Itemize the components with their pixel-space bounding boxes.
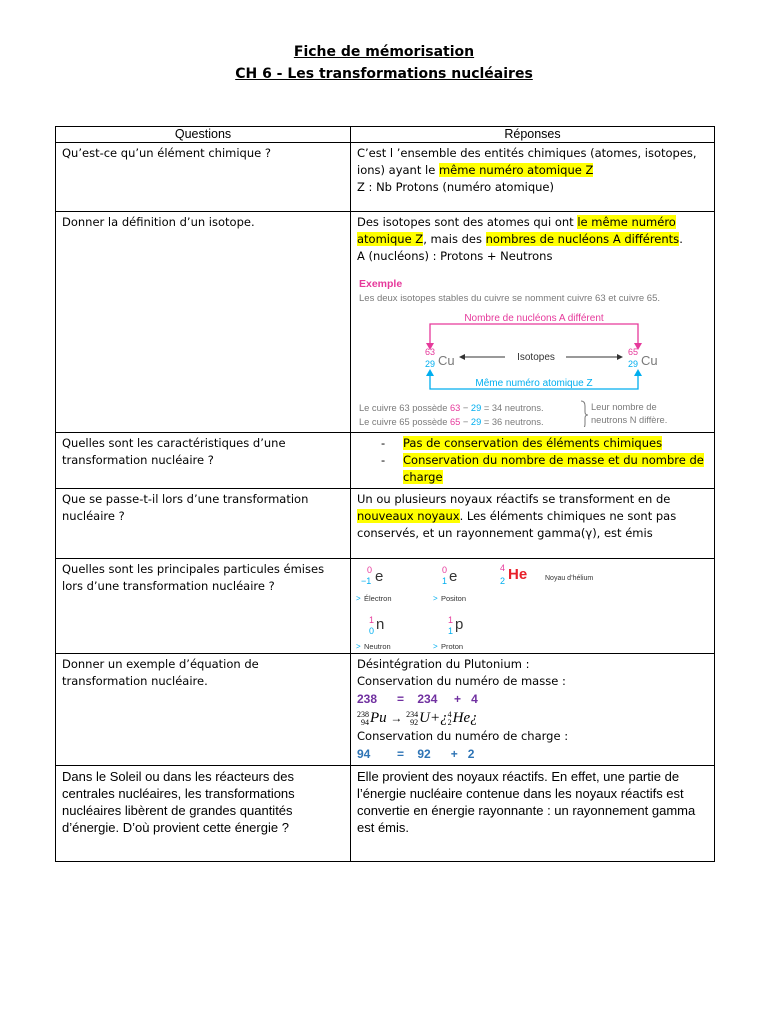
table-row bbox=[56, 212, 715, 433]
answer-text: Z : Nb Protons (numéro atomique) bbox=[357, 180, 554, 194]
question-text: Quelles sont les principales particules émises lors d’une transformation nucléaire ? bbox=[62, 562, 325, 593]
svg-text:1: 1 bbox=[442, 576, 448, 586]
table-row bbox=[56, 654, 715, 766]
example-heading: Exemple bbox=[359, 278, 403, 290]
column-header-reponses: Réponses bbox=[351, 127, 715, 143]
question-cell bbox=[56, 489, 351, 559]
question-text: Qu’est-ce qu’un élément chimique ? bbox=[62, 146, 271, 160]
table-row bbox=[56, 143, 715, 212]
characteristics-list bbox=[357, 435, 708, 486]
left-atomic-number: 29 bbox=[425, 359, 436, 369]
svg-text:>: > bbox=[433, 642, 438, 651]
answer-text: C’est l ’ensemble des entités chimiques (atomes, isotopes, ions) ayant le même numéro atomique Z bbox=[357, 146, 697, 177]
svg-text:p: p bbox=[455, 616, 464, 633]
svg-text:0: 0 bbox=[369, 626, 375, 636]
question-cell bbox=[56, 766, 351, 862]
left-symbol: Cu bbox=[438, 353, 455, 368]
nuclear-equation: 238 94Pu → 234 92U+¿4 2He¿ bbox=[357, 709, 478, 727]
answer-cell bbox=[351, 766, 715, 862]
question-cell bbox=[56, 433, 351, 489]
table-row bbox=[56, 433, 715, 489]
memorization-table bbox=[55, 126, 715, 862]
svg-text:Neutron: Neutron bbox=[364, 642, 391, 651]
answer-cell bbox=[351, 433, 715, 489]
arrowhead-left bbox=[459, 354, 465, 360]
isotope-example-figure bbox=[355, 277, 705, 427]
question-text: Donner un exemple d’équation de transformation nucléaire. bbox=[62, 657, 259, 688]
svg-text:Positon: Positon bbox=[441, 594, 467, 603]
svg-text:Noyau d’hélium: Noyau d’hélium bbox=[545, 575, 594, 582]
bottom-label: Même numéro atomique Z bbox=[475, 378, 593, 389]
particle-neutron bbox=[356, 615, 391, 651]
neutron-line-63: Le cuivre 63 possède 63 − 29 = 34 neutrons. bbox=[359, 403, 544, 413]
answer-text: Conservation du numéro de masse : bbox=[357, 674, 566, 688]
svg-text:0: 0 bbox=[442, 565, 448, 575]
svg-text:>: > bbox=[433, 594, 438, 603]
svg-text:>: > bbox=[356, 642, 361, 651]
mass-conservation-equation: 238 = 234 + 4 bbox=[357, 692, 478, 706]
answer-text: Un ou plusieurs noyaux réactifs se transforment en de nouveaux noyaux. Les éléments chimiques ne sont pas conservés, et un rayonnement gamma(γ), est émis bbox=[357, 492, 677, 540]
answer-text: A (nucléons) : Protons + Neutrons bbox=[357, 249, 553, 263]
answer-cell bbox=[351, 654, 715, 766]
answer-text: Des isotopes sont des atomes qui ont le même numéro atomique Z, mais des nombres de nucléons A différents. bbox=[357, 215, 683, 246]
charge-conservation-equation: 94 = 92 + 2 bbox=[357, 747, 475, 761]
question-text: Quelles sont les caractéristiques d’une transformation nucléaire ? bbox=[62, 436, 286, 467]
right-atomic-number: 29 bbox=[628, 359, 639, 369]
svg-text:e: e bbox=[449, 568, 458, 585]
cyan-arrow-right bbox=[634, 369, 642, 376]
list-item: - Pas de conservation des éléments chimiques bbox=[381, 436, 663, 450]
page-title: Fiche de mémorisation bbox=[293, 44, 475, 60]
question-text: Dans le Soleil ou dans les réacteurs des centrales nucléaires, les transformations nucléaires libèrent de grandes quantités d’énergie. D’où provient cette énergie ? bbox=[62, 769, 295, 835]
svg-text:e: e bbox=[375, 568, 384, 585]
list-item: - Conservation du nombre de masse et du nombre de charge bbox=[381, 453, 704, 484]
svg-text:He: He bbox=[508, 566, 528, 583]
svg-text:−1: −1 bbox=[361, 576, 372, 586]
top-label: Nombre de nucléons A différent bbox=[464, 313, 604, 324]
question-text: Donner la définition d’un isotope. bbox=[62, 215, 255, 229]
column-header-questions: Questions bbox=[56, 127, 351, 143]
cyan-arrow-left bbox=[426, 369, 434, 376]
svg-text:n: n bbox=[376, 616, 385, 633]
particle-proton bbox=[433, 615, 463, 651]
right-symbol: Cu bbox=[641, 353, 658, 368]
question-text: Que se passe-t-il lors d’une transformation nucléaire ? bbox=[62, 492, 309, 523]
pink-bracket bbox=[430, 324, 638, 347]
svg-text:Électron: Électron bbox=[364, 594, 392, 603]
question-cell bbox=[56, 143, 351, 212]
svg-text:0: 0 bbox=[367, 565, 373, 575]
arrowhead-right bbox=[617, 354, 623, 360]
highlighted-text: nombres de nucléons A différents bbox=[485, 232, 680, 246]
table-row bbox=[56, 559, 715, 654]
highlighted-text: nouveaux noyaux bbox=[357, 509, 460, 523]
question-cell bbox=[56, 559, 351, 654]
table-row bbox=[56, 766, 715, 862]
answer-cell bbox=[351, 559, 715, 654]
svg-text:1: 1 bbox=[448, 615, 454, 625]
brace-note-2: neutrons N diffère. bbox=[591, 415, 668, 425]
answer-text: Désintégration du Plutonium : bbox=[357, 657, 530, 671]
particle-helium bbox=[494, 559, 593, 586]
particles-figure bbox=[351, 559, 713, 653]
question-cell bbox=[56, 654, 351, 766]
right-mass-number: 65 bbox=[628, 347, 639, 357]
table-row bbox=[56, 489, 715, 559]
answer-text: Elle provient des noyaux réactifs. En effet, une partie de l’énergie nucléaire contenue dans les noyaux réactifs est convertie en énergie rayonnante : un rayonnement gamma est émis. bbox=[357, 769, 696, 835]
svg-text:>: > bbox=[356, 594, 361, 603]
svg-text:1: 1 bbox=[369, 615, 375, 625]
answer-cell bbox=[351, 489, 715, 559]
answer-cell bbox=[351, 212, 715, 433]
brace-note-1: Leur nombre de bbox=[591, 402, 657, 412]
curly-brace bbox=[581, 401, 588, 427]
question-cell bbox=[56, 212, 351, 433]
particle-positon bbox=[433, 565, 466, 603]
chapter-title: CH 6 - Les transformations nucléaires bbox=[235, 66, 533, 82]
table-header-row bbox=[56, 127, 715, 143]
svg-text:4: 4 bbox=[500, 563, 506, 573]
particle-electron bbox=[356, 565, 392, 603]
svg-text:2: 2 bbox=[500, 576, 506, 586]
highlighted-text: le même numéro atomique Z bbox=[357, 215, 676, 246]
answer-cell bbox=[351, 143, 715, 212]
neutron-line-65: Le cuivre 65 possède 65 − 29 = 36 neutrons. bbox=[359, 417, 544, 427]
middle-label: Isotopes bbox=[517, 352, 555, 363]
left-mass-number: 63 bbox=[425, 347, 436, 357]
highlighted-text: même numéro atomique Z bbox=[438, 163, 594, 177]
answer-text: Conservation du numéro de charge : bbox=[357, 729, 569, 743]
svg-text:Proton: Proton bbox=[441, 642, 464, 651]
example-intro: Les deux isotopes stables du cuivre se nomment cuivre 63 et cuivre 65. bbox=[359, 293, 660, 304]
svg-text:1: 1 bbox=[448, 626, 454, 636]
